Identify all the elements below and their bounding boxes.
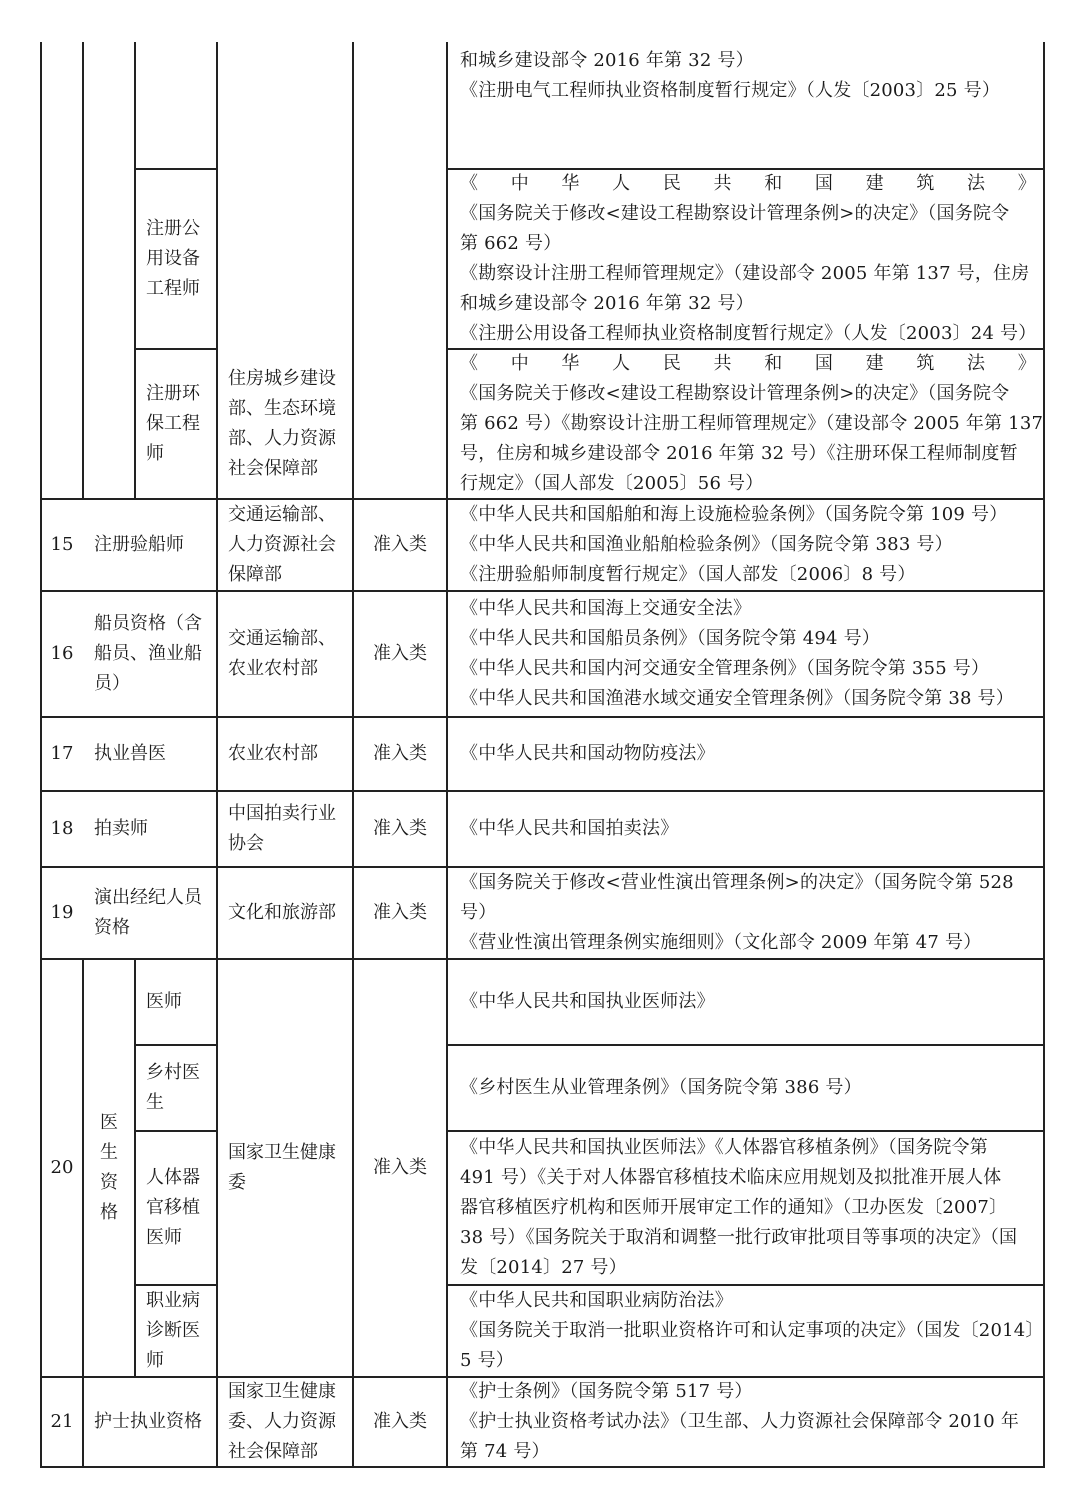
law-cell-line: 《国务院关于修改<营业性演出管理条例>的决定》（国务院令第 528 (460, 872, 1014, 893)
law-cell-line: 《国务院关于修改<建设工程勘察设计管理条例>的决定》（国务院令 (460, 203, 1010, 224)
category-cell (354, 1378, 446, 1466)
category-cell-text: 准入类 (373, 643, 427, 664)
department-cell (218, 960, 352, 1376)
category-cell-text: 准入类 (373, 534, 427, 555)
law-cell-line: 《中华人民共和国船员条例》（国务院令第 494 号） (460, 628, 880, 649)
qualification-name-line: 员） (94, 673, 130, 694)
qualification-group-line: 生 (100, 1142, 118, 1163)
category-cell (354, 500, 446, 590)
law-char: 人 (612, 173, 631, 194)
qualification-group-line: 医 (100, 1112, 118, 1133)
category-cell (354, 592, 446, 716)
department-cell (218, 350, 352, 498)
law-char: 和 (764, 353, 783, 374)
qualification-name-line: 船员资格（含 (94, 613, 202, 634)
qualification-group-line: 格 (100, 1202, 118, 1223)
row-number-text: 21 (50, 1411, 74, 1432)
department-cell-line: 文化和旅游部 (228, 902, 336, 923)
law-cell-line: 《中华人民共和国内河交通安全管理条例》（国务院令第 355 号） (460, 658, 990, 679)
qualification-name-line: 用设备 (146, 248, 200, 269)
law-cell (448, 170, 1044, 348)
law-cell-line: 《乡村医生从业管理条例》（国务院令第 386 号） (460, 1077, 862, 1098)
qualification-name-line: 医师 (146, 991, 182, 1012)
qualification-name-line: 乡村医 (146, 1062, 200, 1083)
department-cell-line: 保障部 (228, 564, 282, 585)
qualification-name (84, 868, 216, 958)
law-cell (448, 792, 1044, 866)
category-cell-text: 准入类 (373, 743, 427, 764)
law-char: 筑 (916, 353, 935, 374)
department-cell (218, 792, 352, 866)
law-cell (448, 718, 1044, 790)
law-char: 建 (865, 353, 884, 374)
law-char: 》 (1017, 353, 1036, 374)
department-cell (218, 868, 352, 958)
qualification-name-line: 注册验船师 (94, 534, 184, 555)
law-cell (448, 500, 1044, 590)
qualification-name (136, 1046, 216, 1130)
department-cell-line: 交通运输部、 (228, 504, 336, 525)
row-number (42, 868, 82, 958)
row-number (42, 1378, 82, 1466)
law-char: 筑 (916, 173, 935, 194)
qualification-name-line: 注册环 (146, 383, 200, 404)
law-cell-line: 《注册验船师制度暂行规定》（国人部发〔2006〕8 号） (460, 564, 916, 585)
law-cell-line: 行规定》（国人部发〔2005〕56 号） (460, 473, 764, 494)
law-cell-line: 491 号）《关于对人体器官移植技术临床应用规划及拟批准开展人体 (460, 1167, 1002, 1188)
row-number-text: 17 (50, 743, 74, 764)
law-cell (448, 350, 1044, 498)
qualification-name-line: 执业兽医 (94, 743, 166, 764)
department-cell-line: 协会 (228, 833, 264, 854)
law-char: 中 (510, 173, 529, 194)
law-char: 》 (1017, 173, 1036, 194)
law-cell-line: 《中华人民共和国拍卖法》 (460, 818, 679, 839)
qualification-name (136, 1286, 216, 1376)
law-char: 华 (561, 173, 580, 194)
law-cell-line: 第 662 号）《勘察设计注册工程师管理规定》（建设部令 2005 年第 137 (460, 413, 1044, 434)
department-cell-line: 交通运输部、 (228, 628, 336, 649)
qualification-name (84, 500, 216, 590)
law-cell (448, 44, 1044, 168)
department-cell (218, 718, 352, 790)
qualification-name-line: 医师 (146, 1227, 182, 1248)
law-cell-line: 《护士条例》（国务院令第 517 号） (460, 1381, 753, 1402)
law-cell-line: 《中华人民共和国执业医师法》 (460, 991, 715, 1012)
category-cell-text: 准入类 (373, 1157, 427, 1178)
law-cell-line: 号） (460, 902, 497, 923)
law-char: 人 (612, 353, 631, 374)
qualification-name-line: 注册公 (146, 218, 200, 239)
law-cell (448, 868, 1044, 958)
law-cell-line: 5 号） (460, 1350, 514, 1371)
qualification-name-line: 官移植 (146, 1197, 200, 1218)
category-cell (354, 718, 446, 790)
category-cell (354, 868, 446, 958)
department-cell (218, 500, 352, 590)
law-cell-line: 《国务院关于修改<建设工程勘察设计管理条例>的决定》（国务院令 (460, 383, 1010, 404)
qualification-name-line: 拍卖师 (94, 818, 148, 839)
department-cell-line: 住房城乡建设 (228, 368, 336, 389)
department-cell-line: 委 (228, 1172, 246, 1193)
law-cell (448, 1132, 1044, 1284)
qualification-name (136, 350, 216, 498)
qualification-name (136, 1132, 216, 1284)
row-number-text: 18 (50, 818, 74, 839)
qualification-name (84, 718, 216, 790)
department-cell-line: 农业农村部 (228, 743, 318, 764)
qualification-group (84, 960, 134, 1376)
law-cell (448, 592, 1044, 716)
law-char: 法 (967, 353, 986, 374)
row-number-text: 15 (50, 534, 74, 555)
department-cell-line: 国家卫生健康 (228, 1142, 336, 1163)
department-cell-line: 部、人力资源 (228, 428, 336, 449)
department-cell (218, 1378, 352, 1466)
law-cell-line: 《中华人民共和国执业医师法》《人体器官移植条例》（国务院令第 (460, 1137, 988, 1158)
law-char: 法 (967, 173, 986, 194)
qualification-name (84, 792, 216, 866)
department-cell-line: 委、人力资源 (228, 1411, 336, 1432)
row-number-text: 20 (50, 1157, 74, 1178)
law-cell-line: 《中华人民共和国船舶和海上设施检验条例》（国务院令第 109 号） (460, 504, 1008, 525)
law-cell-line: 《勘察设计注册工程师管理规定》（建设部令 2005 年第 137 号，住房 (460, 263, 1030, 284)
law-char: 华 (561, 353, 580, 374)
qualification-name (84, 592, 216, 716)
department-cell-line: 中国拍卖行业 (228, 803, 336, 824)
row-number (42, 592, 82, 716)
row-number (42, 792, 82, 866)
law-cell-line: 号，住房和城乡建设部令 2016 年第 32 号）《注册环保工程师制度暂 (460, 443, 1018, 464)
department-cell (218, 592, 352, 716)
qualification-group-line: 资 (100, 1172, 118, 1193)
law-cell-line: 《注册电气工程师执业资格制度暂行规定》（人发〔2003〕25 号） (460, 80, 1001, 101)
law-char: 《 (460, 173, 479, 194)
department-cell-line: 社会保障部 (228, 1441, 318, 1462)
qualification-name (136, 960, 216, 1044)
law-cell-line: 38 号）《国务院关于取消和调整一批行政审批项目等事项的决定》（国 (460, 1227, 1018, 1248)
law-cell-line: 《国务院关于取消一批职业资格许可和认定事项的决定》（国发〔2014〕 (460, 1320, 1044, 1341)
law-cell (448, 960, 1044, 1044)
qualification-name-line: 演出经纪人员 (94, 887, 202, 908)
row-number-text: 16 (50, 643, 74, 664)
law-char: 和 (764, 173, 783, 194)
qualification-name (136, 170, 216, 348)
law-cell-line: 第 662 号） (460, 233, 562, 254)
department-cell-line: 社会保障部 (228, 458, 318, 479)
law-char: 《 (460, 353, 479, 374)
law-cell-line: 《营业性演出管理条例实施细则》（文化部令 2009 年第 47 号） (460, 932, 982, 953)
qualification-name-line: 工程师 (146, 278, 200, 299)
law-cell-line: 器官移植医疗机构和医师开展审定工作的通知》（卫办医发〔2007〕 (460, 1197, 1008, 1218)
qualification-name (84, 1378, 216, 1466)
law-cell-line: 《中华人民共和国动物防疫法》 (460, 743, 715, 764)
law-char: 民 (662, 353, 682, 374)
law-cell (448, 1378, 1044, 1466)
department-cell-line: 部、生态环境 (228, 398, 336, 419)
row-number (42, 960, 82, 1376)
row-number-text: 19 (50, 902, 74, 923)
qualification-name-line: 保工程 (146, 413, 200, 434)
qualification-name-line: 职业病 (146, 1290, 200, 1311)
qualification-name-line: 诊断医 (146, 1320, 200, 1341)
qualification-name-line: 师 (146, 1350, 164, 1371)
law-cell-line: 发〔2014〕27 号） (460, 1257, 627, 1278)
row-number (42, 500, 82, 590)
department-cell-line: 国家卫生健康 (228, 1381, 336, 1402)
law-char: 民 (662, 173, 682, 194)
law-char: 国 (814, 353, 834, 374)
law-char: 建 (865, 173, 884, 194)
table-rule (82, 42, 84, 500)
law-cell-line: 第 74 号） (460, 1441, 550, 1462)
law-char: 国 (814, 173, 834, 194)
row-number (42, 718, 82, 790)
law-char: 中 (510, 353, 529, 374)
qualification-name-line: 资格 (94, 917, 130, 938)
law-cell-line (460, 169, 1036, 199)
department-cell-line: 农业农村部 (228, 658, 318, 679)
category-cell-text: 准入类 (373, 902, 427, 923)
qualification-name-line: 人体器 (146, 1167, 200, 1188)
category-cell-text: 准入类 (373, 818, 427, 839)
qualification-name-line: 护士执业资格 (94, 1411, 202, 1432)
law-cell (448, 1286, 1044, 1376)
category-cell (354, 792, 446, 866)
law-cell-line: 《中华人民共和国渔业船舶检验条例》（国务院令第 383 号） (460, 534, 953, 555)
law-cell-line: 《中华人民共和国职业病防治法》 (460, 1290, 733, 1311)
law-cell-line: 《护士执业资格考试办法》（卫生部、人力资源社会保障部令 2010 年 (460, 1411, 1020, 1432)
category-cell (354, 960, 446, 1376)
law-char: 共 (713, 173, 732, 194)
law-cell-line: 《中华人民共和国渔港水域交通安全管理条例》（国务院令第 38 号） (460, 688, 1014, 709)
law-char: 共 (713, 353, 732, 374)
law-cell (448, 1046, 1044, 1130)
law-cell-line: 《注册公用设备工程师执业资格制度暂行规定》（人发〔2003〕24 号） (460, 323, 1037, 344)
category-cell-text: 准入类 (373, 1411, 427, 1432)
law-cell-line (460, 349, 1036, 379)
law-cell-line: 和城乡建设部令 2016 年第 32 号） (460, 293, 754, 314)
law-cell-line: 和城乡建设部令 2016 年第 32 号） (460, 50, 754, 71)
qualification-name-line: 生 (146, 1092, 164, 1113)
qualification-name-line: 师 (146, 443, 164, 464)
department-cell-line: 人力资源社会 (228, 534, 336, 555)
qualification-name-line: 船员、渔业船 (94, 643, 202, 664)
law-cell-line: 《中华人民共和国海上交通安全法》 (460, 598, 752, 619)
